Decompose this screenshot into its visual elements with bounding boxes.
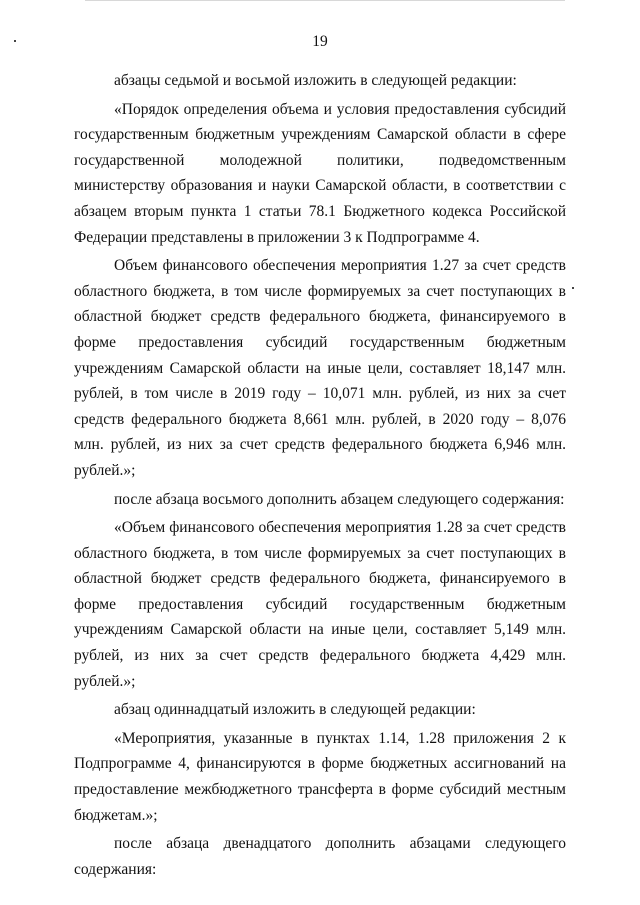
scan-top-edge <box>85 0 565 1</box>
page-number: 19 <box>312 33 328 50</box>
paragraph: «Объем финансового обеспечения мероприятия 1.28 за счет средств областного бюджета, в том числе формируемых за счет поступающих в областной бюджет средств федерального бюджета, финансируемого в форме предоставления субсидий государственным бюджетным учреждениям Самарской области на иные цели, составляет 5,149 млн. рублей, из них за счет средств федерального бюджета 4,429 млн. рублей.»; <box>74 519 566 690</box>
paragraph: после абзаца двенадцатого дополнить абзацами следующего содержания: <box>74 835 566 878</box>
paragraph: «Мероприятия, указанные в пунктах 1.14, 1.28 приложения 2 к Подпрограмме 4, финансируются в форме бюджетных ассигнований на предоставление межбюджетного трансферта в форме субсидий местным бюджетам.»; <box>74 729 566 824</box>
paragraph: абзацы седьмой и восьмой изложить в следующей редакции: <box>114 72 517 89</box>
paragraph: после абзаца восьмого дополнить абзацем следующего содержания: <box>114 490 565 508</box>
paragraph: «Порядок определения объема и условия предоставления субсидий государственным бюджетным учреждениям Самарской области в сфере государственной молодежной политики, подведомственным министерству образования и науки Самарской области, в соответствии с абзацем вторым пункта 1 статьи 78.1 Бюджетного кодекса Российской Федерации представлены в приложении 3 к Подпрограмме 4. <box>74 100 566 246</box>
scan-speck <box>572 287 574 289</box>
paragraph: абзац одиннадцатый изложить в следующей редакции: <box>114 701 476 719</box>
paragraph: Объем финансового обеспечения мероприятия 1.27 за счет средств областного бюджета, в том числе формируемых за счет поступающих в областной бюджет средств федерального бюджета, финансируемого в форме предоставления субсидий государственным бюджетным учреждениям Самарской области на иные цели, составляет 18,147 млн. рублей, в том числе в 2019 году – 10,071 млн. рублей, из них за счет средств федерального бюджета 8,661 млн. рублей, в 2020 году – 8,076 млн. рублей, из них за счет средств федерального бюджета 6,946 млн. рублей.»; <box>74 257 566 479</box>
document-body <box>74 68 566 882</box>
